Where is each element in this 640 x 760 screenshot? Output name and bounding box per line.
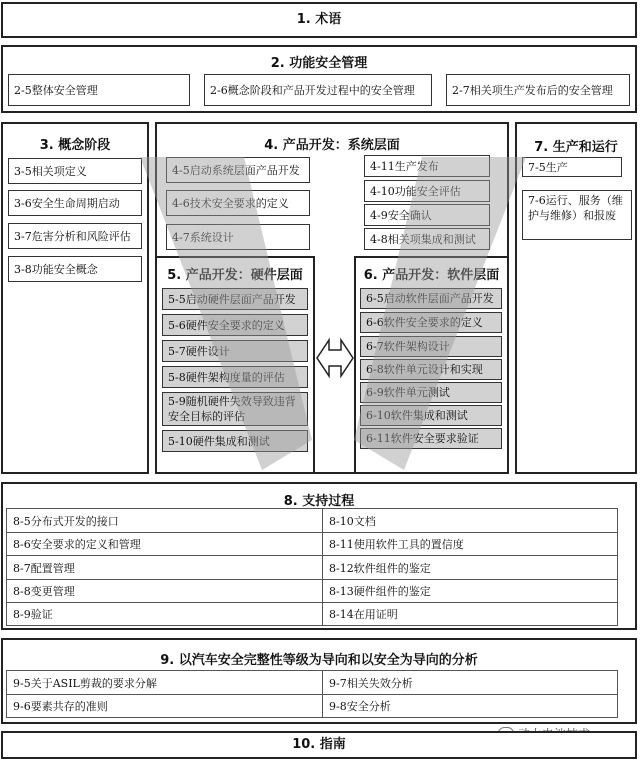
part6-item: 6-6软件安全要求的定义	[360, 312, 502, 333]
part9-item: 9-5关于ASIL剪裁的要求分解	[13, 676, 157, 690]
part8-item: 8-6安全要求的定义和管理	[7, 532, 322, 555]
part5-item: 5-9随机硬件失效导致违背安全目标的评估	[162, 392, 308, 426]
part5-item: 5-5启动硬件层面产品开发	[162, 288, 308, 310]
part8-item: 8-13硬件组件的鉴定	[323, 579, 617, 602]
part4-item: 4-8相关项集成和测试	[364, 228, 490, 250]
part7-title: 7. 生产和运行	[534, 140, 618, 155]
part2-item: 2-7相关项生产发布后的安全管理	[446, 74, 630, 106]
part4-title: 4. 产品开发：系统层面	[264, 138, 400, 153]
part6-item: 6-10软件集成和测试	[360, 405, 502, 426]
part6-item: 6-5启动软件层面产品开发	[360, 288, 502, 309]
part4-item: 4-11生产发布	[364, 155, 490, 177]
part6-item: 6-8软件单元设计和实现	[360, 359, 502, 380]
part8-item: 8-5分布式开发的接口	[13, 514, 119, 528]
part8-title: 8. 支持过程	[283, 494, 355, 509]
part5-item: 5-10硬件集成和测试	[162, 430, 308, 452]
part8-item: 8-7配置管理	[7, 555, 322, 579]
part9-item: 9-8安全分析	[323, 694, 617, 717]
part4-item: 4-9安全确认	[364, 204, 490, 226]
part6-title: 6. 产品开发：软件层面	[363, 268, 500, 283]
part3-item: 3-7危害分析和风险评估	[8, 223, 142, 249]
part3-title: 3. 概念阶段	[39, 138, 111, 153]
part5-title: 5. 产品开发：硬件层面	[167, 268, 303, 283]
part8-item: 8-8变更管理	[7, 579, 322, 602]
part10-title: 10. 指南	[292, 737, 346, 752]
part8-item: 8-10文档	[329, 514, 376, 528]
part2-title: 2. 功能安全管理	[270, 56, 368, 71]
part7-item: 7-5生产	[522, 157, 622, 177]
part6-item: 6-11软件安全要求验证	[360, 428, 502, 449]
part3-item: 3-8功能安全概念	[8, 256, 142, 282]
part8-item: 8-12软件组件的鉴定	[323, 555, 617, 579]
part3-item: 3-6安全生命周期启动	[8, 190, 142, 216]
part2-item: 2-5整体安全管理	[8, 74, 190, 106]
part4-item: 4-7系统设计	[166, 224, 310, 250]
part8-item: 8-14在用证明	[323, 602, 617, 625]
part7-item: 7-6运行、服务（维护与维修）和报废	[522, 190, 632, 240]
part6-item: 6-9软件单元测试	[360, 382, 502, 403]
part1-terms	[1, 2, 637, 38]
part10-guidelines	[1, 731, 637, 759]
part9-item: 9-7相关失效分析	[329, 676, 413, 690]
part5-item: 5-8硬件架构度量的评估	[162, 366, 308, 388]
part8-item: 8-11使用软件工具的置信度	[323, 532, 617, 555]
part5-item: 5-7硬件设计	[162, 340, 308, 362]
part9-item: 9-6要素共存的准则	[7, 694, 322, 717]
part5-item: 5-6硬件安全要求的定义	[162, 314, 308, 336]
part8-item: 8-9验证	[7, 602, 322, 625]
part4-item: 4-6技术安全要求的定义	[166, 190, 310, 216]
part3-item: 3-5相关项定义	[8, 158, 142, 184]
part9-title: 9. 以汽车安全完整性等级为导向和以安全为导向的分析	[160, 653, 478, 668]
part4-item: 4-10功能安全评估	[364, 180, 490, 202]
part6-item: 6-7软件架构设计	[360, 336, 502, 357]
hw-sw-interface-arrow-icon	[316, 336, 354, 380]
part1-title: 1. 术语	[296, 12, 342, 27]
part4-item: 4-5启动系统层面产品开发	[166, 157, 310, 183]
part2-item: 2-6概念阶段和产品开发过程中的安全管理	[204, 74, 432, 106]
